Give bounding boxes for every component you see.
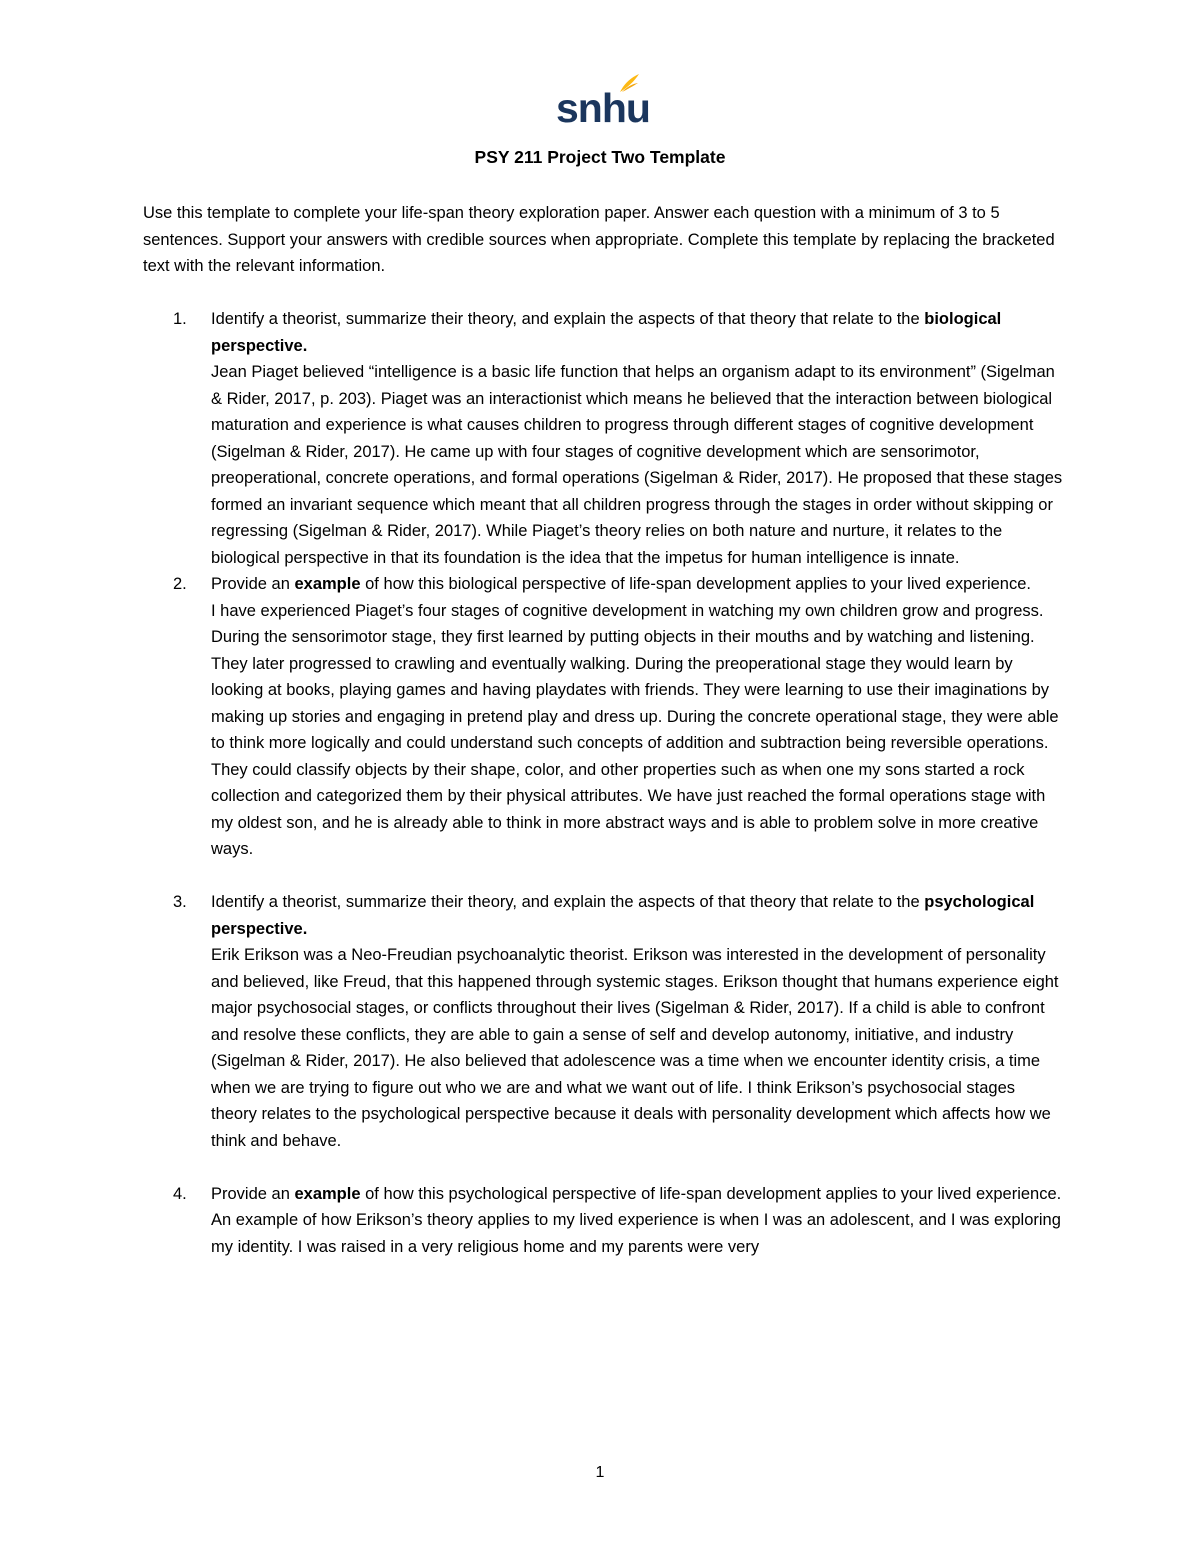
question-prompt: Identify a theorist, summarize their theory, and explain the aspects of that theory that relate to the psychological perspective.: [211, 893, 1035, 938]
question-prompt: Provide an example of how this biological perspective of life-span development applies to your lived experience.: [211, 575, 1031, 593]
question-prompt: Provide an example of how this psychological perspective of life-span development applies to your lived experience.: [211, 1184, 1062, 1203]
question-number: 4.: [173, 1184, 187, 1203]
prompt-emphasis: example: [294, 575, 361, 593]
question-item-1: [143, 306, 1063, 571]
prompt-emphasis: psychological perspective: [211, 893, 1035, 938]
intro-paragraph: Use this template to complete your life-span theory exploration paper. Answer each question with a minimum of 3 to 5 sentences. Support your answers with credible sources when appropriate. Complete this template by replacing the bracketed text with the relevant information.: [143, 204, 1055, 275]
page-title: PSY 211 Project Two Template: [474, 147, 726, 167]
answer-text[interactable]: Erik Erikson was a Neo-Freudian psychoanalytic theorist. Erikson was interested in the development of personality and believed, like Freud, that this happened through systemic stages. Erikson thought that humans experience eight major psychosocial stages, or conflicts throughout their lives (Sigelman & Rider, 2017). If a child is able to confront and resolve these conflicts, they are able to gain a sense of self and develop autonomy, initiative, and industry (Sigelman & Rider, 2017). He also believed that adolescence was a time when we encounter identity crisis, a time when we are trying to figure out who we are and what we want out of life. I think Erikson’s psychosocial stages theory relates to the psychological perspective because it deals with personality development which affects how we think and behave.: [211, 946, 1059, 1150]
logo-wordmark: snhu: [556, 85, 650, 131]
question-list: [143, 306, 1063, 1260]
question-prompt: Identify a theorist, summarize their theory, and explain the aspects of that theory that relate to the biological perspective.: [211, 310, 1002, 355]
answer-text[interactable]: Jean Piaget believed “intelligence is a basic life function that helps an organism adapt to its environment” (Sigelman & Rider, 2017, p. 203). Piaget was an interactionist which means he believed that the interaction between biological maturation and experience is what causes children to progress through different stages of cognitive development (Sigelman & Rider, 2017). He came up with four stages of cognitive development which are sensorimotor, preoperational, concrete operations, and formal operations (Sigelman & Rider, 2017). He proposed that these stages formed an invariant sequence which meant that all children progress through the stages in order without skipping or regressing (Sigelman & Rider, 2017). While Piaget’s theory relies on both nature and nurture, it relates to the biological perspective in that its foundation is the idea that the impetus for human intelligence is innate.: [211, 363, 1063, 567]
prompt-emphasis: example: [294, 1184, 361, 1203]
question-item-3: [143, 889, 1063, 1154]
answer-text[interactable]: I have experienced Piaget’s four stages of cognitive development in watching my own children grow and progress. During the sensorimotor stage, they first learned by putting objects in their mouths and by watching and listening. They later progressed to crawling and eventually walking. During the preoperational stage they would learn by looking at books, playing games and having playdates with friends. They were learning to use their imaginations by making up stories and engaging in pretend play and dress up. During the concrete operational stage, they were able to think more logically and could understand such concepts of addition and subtraction being reversible operations. They could classify objects by their shape, color, and other properties such as when one my sons started a rock collection and categorized them by their physical attributes. We have just reached the formal operations stage with my oldest son, and he is already able to think in more abstract ways and is able to problem solve in more creative ways.: [211, 601, 1059, 858]
answer-text[interactable]: An example of how Erikson’s theory applies to my lived experience is when I was an adolescent, and I was exploring my identity. I was raised in a very religious home and my parents were very: [211, 1211, 1061, 1256]
snhu-logo: [556, 72, 650, 132]
question-item-4: [143, 1181, 1063, 1261]
question-number: 2.: [173, 575, 187, 593]
question-number: 1.: [173, 310, 187, 328]
prompt-emphasis: biological perspective: [211, 310, 1002, 355]
question-item-2: [143, 571, 1063, 863]
page-number: 1: [595, 1464, 605, 1481]
question-number: 3.: [173, 893, 187, 911]
